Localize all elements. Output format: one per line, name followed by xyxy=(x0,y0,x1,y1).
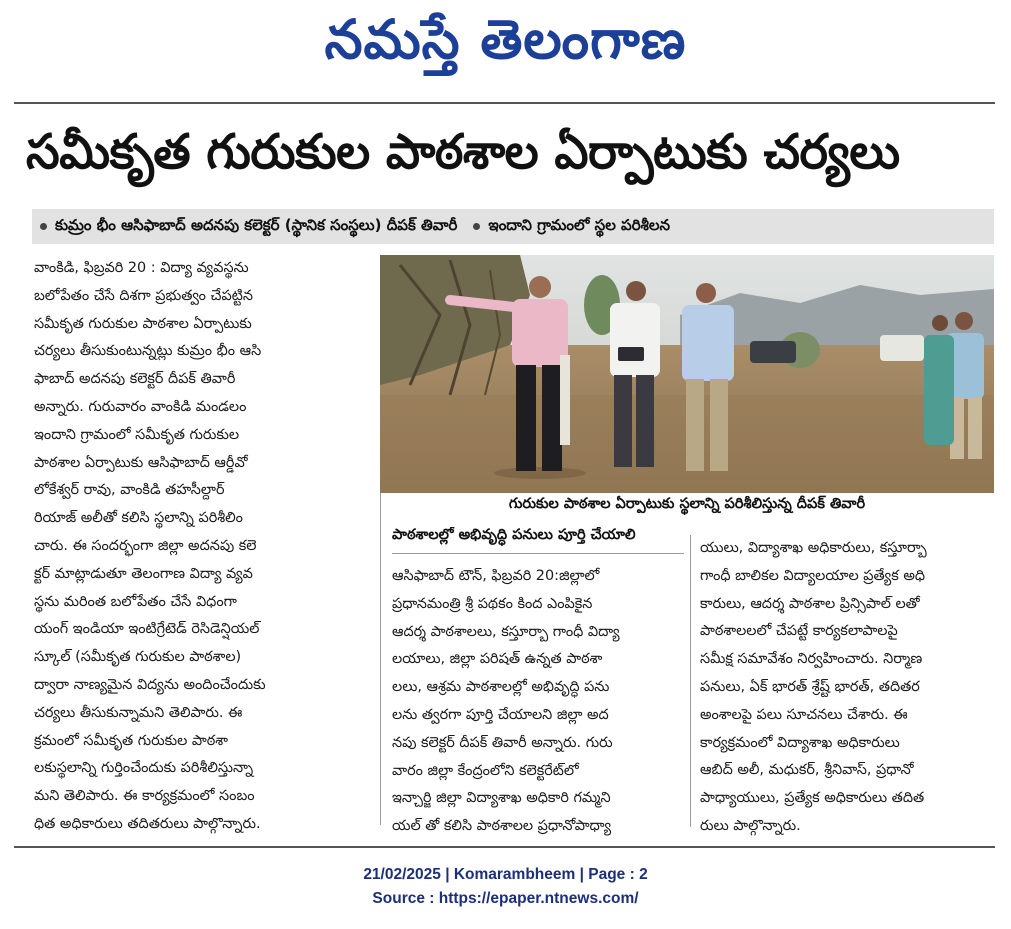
article-line: పాధ్యాయులు, ప్రత్యేక అధికారులు తదిత xyxy=(700,790,925,807)
subhead-2 xyxy=(473,216,670,238)
article-line: స్కూల్ (సమీకృత గురుకుల పాఠశాల) xyxy=(34,649,242,666)
article-line: కారులు, ఆదర్శ పాఠశాల ప్రిన్సిపాల్ లతో xyxy=(700,595,920,612)
article-line: క్టర్ మాట్లాడుతూ తెలంగాణ విద్యా వ్యవ xyxy=(34,565,253,582)
article-line: వారం జిల్లా కేంద్రంలోని కలెక్టరేట్‌లో xyxy=(392,762,579,779)
bottom-rule xyxy=(14,846,995,848)
right-column xyxy=(700,535,996,841)
article-line: సమీకృత గురుకుల పాఠశాల ఏర్పాటుకు xyxy=(34,315,252,332)
article-line: వాంకిడి, ఫిబ్రవరి 20 : విద్యా వ్యవస్థను xyxy=(34,260,249,276)
article-line: క్రమంలో సమీకృత గురుకుల పాఠశా xyxy=(34,732,228,749)
article-line: చర్యలు తీసుకున్నామని తెలిపారు. ఈ xyxy=(34,704,243,721)
article-line: అంశాలపై పలు సూచనలు చేశారు. ఈ xyxy=(700,706,908,723)
article-line: మని తెలిపారు. ఈ కార్యక్రమంలో సంబం xyxy=(34,788,255,805)
article-line: ఆసిఫాబాద్ టౌన్, ఫిబ్రవరి 20:జిల్లాలో xyxy=(392,568,600,584)
article-line: ఇన్చార్జి జిల్లా విద్యాశాఖ అధికారి గమ్మని xyxy=(392,790,611,807)
article-line: ఆదర్శ పాఠశాలలు, కస్తూర్బా గాంధీ విద్యా xyxy=(392,623,620,640)
article-line: చర్యలు తీసుకుంటున్నట్లు కుమ్రం భీం ఆసి xyxy=(34,343,262,360)
article-line: చారు. ఈ సందర్భంగా జిల్లా అదనపు కలె xyxy=(34,537,257,554)
photo-caption: గురుకుల పాఠశాల ఏర్పాటుకు స్థలాన్ని పరిశీలిస్తున్న దీపక్ తివారీ xyxy=(508,496,866,512)
news-photo xyxy=(380,255,994,493)
article-line: ప్రధానమంత్రి శ్రీ పథకం కింద ఎంపికైన xyxy=(392,595,593,612)
left-column xyxy=(34,255,370,839)
article-line: రియాజ్ అలీతో కలిసి స్థలాన్ని పరిశీలిం xyxy=(34,510,243,527)
column-divider xyxy=(690,535,691,827)
article-line: కార్యక్రమంలో విద్యాశాఖ అధికారులు xyxy=(700,734,900,751)
article-line: లలు, ఆశ్రమ పాఠశాలల్లో అభివృద్ధి పను xyxy=(392,679,610,696)
article-line: పాఠశాలలలో చేపట్టే కార్యకలాపాలపై xyxy=(700,623,898,640)
article-line: నపు కలెక్టర్ దీపక్ తివారీ అన్నారు. గురు xyxy=(392,734,613,751)
subhead-1 xyxy=(40,216,457,238)
article-line: గాంధీ బాలికల విద్యాలయాల ప్రత్యేక అధి xyxy=(700,567,925,584)
article-line: బలోపేతం చేసే దిశగా ప్రభుత్వం చేపట్టిన xyxy=(34,287,253,304)
article-line: లను త్వరగా పూర్తి చేయాలని జిల్లా అద xyxy=(392,706,609,723)
bullet-icon xyxy=(40,223,47,230)
top-rule xyxy=(14,102,995,104)
subhead-1-text: కుమ్రం భీం ఆసిఫాబాద్ అదనపు కలెక్టర్ (స్థానిక సంస్థలు) దీపక్ తివారీ xyxy=(55,215,458,234)
footer-source: Source : https://epaper.ntnews.com/ xyxy=(372,890,639,907)
article-line: ధిత అధికారులు తదితరులు పాల్గొన్నారు. xyxy=(34,815,261,832)
masthead-logo: నమస్తే తెలంగాణ xyxy=(324,7,687,71)
subhead-2-text: ఇందాని గ్రామంలో స్థల పరిశీలన xyxy=(488,215,671,234)
article-line: అన్నారు. గురువారం వాంకిడి మండలం xyxy=(34,398,247,415)
heading-rule xyxy=(392,553,684,554)
article-line: యల్ తో కలిసి పాఠశాలల ప్రధానోపాధ్యా xyxy=(392,818,612,835)
article-line: పాఠశాల ఏర్పాటుకు ఆసిఫాబాద్ ఆర్డీవో xyxy=(34,454,248,471)
article-line: లయాలు, జిల్లా పరిషత్ ఉన్నత పాఠశా xyxy=(392,651,603,668)
article-line: ఇందాని గ్రామంలో సమీకృత గురుకుల xyxy=(34,426,240,443)
article-line: యులు, విద్యాశాఖ అధికారులు, కస్తూర్బా xyxy=(700,540,927,556)
article-line: ద్వారా నాణ్యమైన విద్యను అందించేందుకు xyxy=(34,676,266,693)
headline: సమీకృత గురుకుల పాఠశాల ఏర్పాటుకు చర్యలు xyxy=(26,124,900,180)
article-line: ఫాబాద్ అదనపు కలెక్టర్ దీపక్ తివారీ xyxy=(34,371,236,388)
subhead-bar xyxy=(32,209,994,244)
article-line: యంగ్ ఇండియా ఇంటిగ్రేటెడ్ రెసిడెన్షియల్ xyxy=(34,621,260,638)
article-line: లకుస్థలాన్ని గుర్తించేందుకు పరిశీలిస్తున్నా xyxy=(34,760,254,777)
article-line: స్థను మరింత బలోపేతం చేసే విధంగా xyxy=(34,593,237,610)
article-line: రులు పాల్గొన్నారు. xyxy=(700,817,801,834)
article-line: పనులు, ఏక్ భారత్ శ్రేష్ట్ భారత్, తదితర xyxy=(700,678,920,695)
bullet-icon xyxy=(473,223,480,230)
article-line: ఆబిద్ అలీ, మధుకర్, శ్రీనివాస్, ప్రధానో xyxy=(700,762,914,779)
article-line: సమీక్ష సమావేశం నిర్వహించారు. నిర్మాణ xyxy=(700,651,923,668)
middle-column xyxy=(392,563,682,841)
article-line: లోకేశ్వర్ రావు, వాంకిడి తహసీల్దార్ xyxy=(34,482,225,499)
second-story-heading: పాఠశాలల్లో అభివృద్ధి పనులు పూర్తి చేయాలి xyxy=(392,527,636,543)
footer-dateline: 21/02/2025 | Komarambheem | Page : 2 xyxy=(363,866,648,883)
